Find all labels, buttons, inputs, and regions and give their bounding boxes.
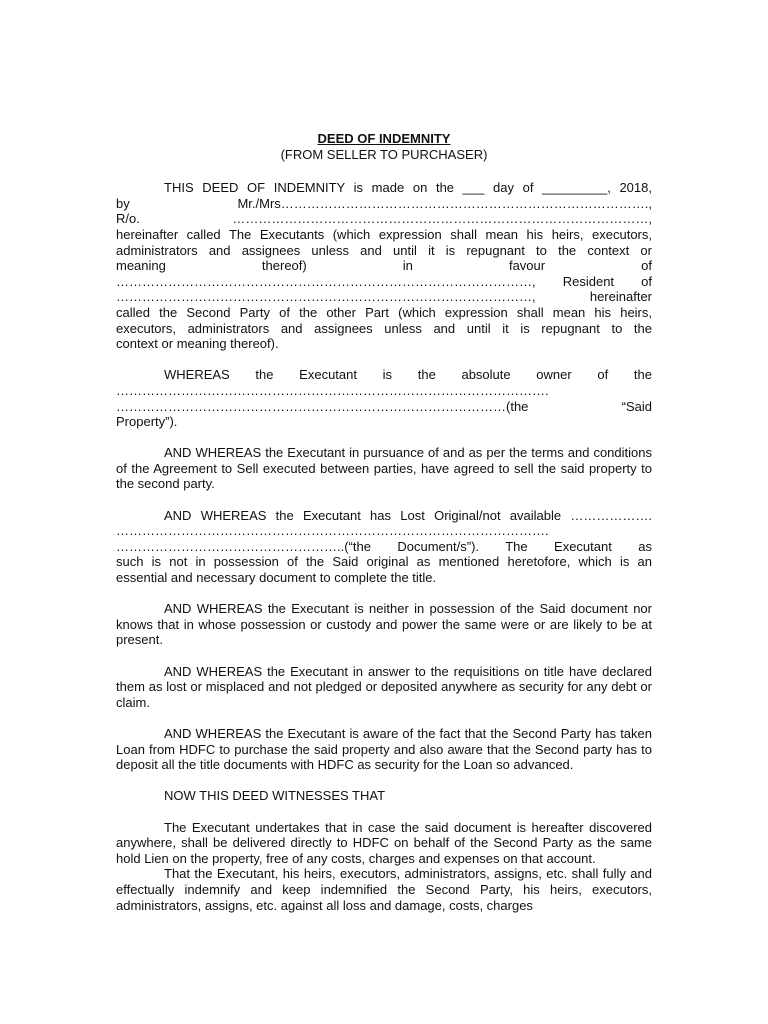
opening-line: hereinafter called The Executants (which expression shall mean his heirs, executors, (116, 226, 652, 242)
requisitions-paragraph: AND WHEREAS the Executant in answer to the requisitions on title have declared them as lost or misplaced and not pledged or deposited anywhere as security for any debt or claim. (116, 663, 652, 710)
loan-paragraph: AND WHEREAS the Executant is aware of the fact that the Second Party has taken Loan from HDFC to purchase the said property and also aware that the Second party has to deposit all the title documents with HDFC as security for the Loan so advanced. (116, 725, 652, 773)
opening-line: R/o. ……………………………………………………………………………………, (116, 211, 652, 227)
lost-original-line: essential and necessary document to complete the title. (116, 570, 437, 586)
lost-original-line: ……………………………………………..(“the Document/s”). The Executant as (116, 538, 652, 554)
opening-line: meaning thereof) in favour of (116, 258, 652, 274)
opening-line: administrators and assignees unless and until it is repugnant to the context or (116, 242, 652, 258)
opening-line: ……………………………………………………………………………………, hereinafter (116, 289, 652, 305)
whereas-owner-line: ………………………………………………………………………………………. (116, 382, 549, 398)
whereas-owner-line: ………………………………………………………………………………(the “Said (116, 398, 652, 414)
opening-paragraph (116, 180, 652, 352)
whereas-owner-line: WHEREAS the Executant is the absolute owner of the (164, 367, 652, 383)
document-subtitle: (FROM SELLER TO PURCHASER) (280, 146, 488, 162)
indemnify-paragraph: That the Executant, his heirs, executors, administrators, assigns, etc. shall fully and effectually indemnify and keep indemnified the Second Party, his heirs, executors, administrators, assigns, etc. against all loss and damage, costs, charges (116, 866, 652, 913)
agreement-paragraph: AND WHEREAS the Executant in pursuance of and as per the terms and conditions of the Agreement to Sell executed between parties, have agreed to sell the said property to the second party. (116, 445, 652, 492)
opening-line: context or meaning thereof). (116, 336, 279, 352)
opening-line: ……………………………………………………………………………………, Resident of (116, 273, 652, 289)
opening-line: executors, administrators and assignees unless and until it is repugnant to the (116, 320, 652, 336)
whereas-owner-paragraph (116, 367, 652, 429)
witnesses-heading: NOW THIS DEED WITNESSES THAT (164, 788, 386, 804)
lost-original-line: such is not in possession of the Said original as mentioned heretofore, which is an (116, 554, 652, 570)
whereas-owner-line: Property”). (116, 414, 178, 430)
lost-original-paragraph (116, 508, 652, 586)
opening-line: by Mr./Mrs…………………………………………………………………………., (116, 195, 652, 211)
opening-line: THIS DEED OF INDEMNITY is made on the ___ day of _________, 2018, (164, 180, 652, 196)
possession-paragraph: AND WHEREAS the Executant is neither in possession of the Said document nor knows that in whose possession or custody and power the same were or are likely to be at present. (116, 601, 652, 648)
opening-line: called the Second Party of the other Part (which expression shall mean his heirs, (116, 304, 652, 320)
lost-original-line: AND WHEREAS the Executant has Lost Original/not available ………………. (164, 507, 652, 523)
document-body (116, 131, 652, 913)
lost-original-line: ………………………………………………………………………………………. (116, 523, 549, 539)
undertakes-paragraph: The Executant undertakes that in case the said document is hereafter discovered anywhere, shall be delivered directly to HDFC on behalf of the Second Party as the same hold Lien on the property, free of any costs, charges and expenses on that account. (116, 819, 652, 866)
document-title: DEED OF INDEMNITY (317, 131, 451, 146)
